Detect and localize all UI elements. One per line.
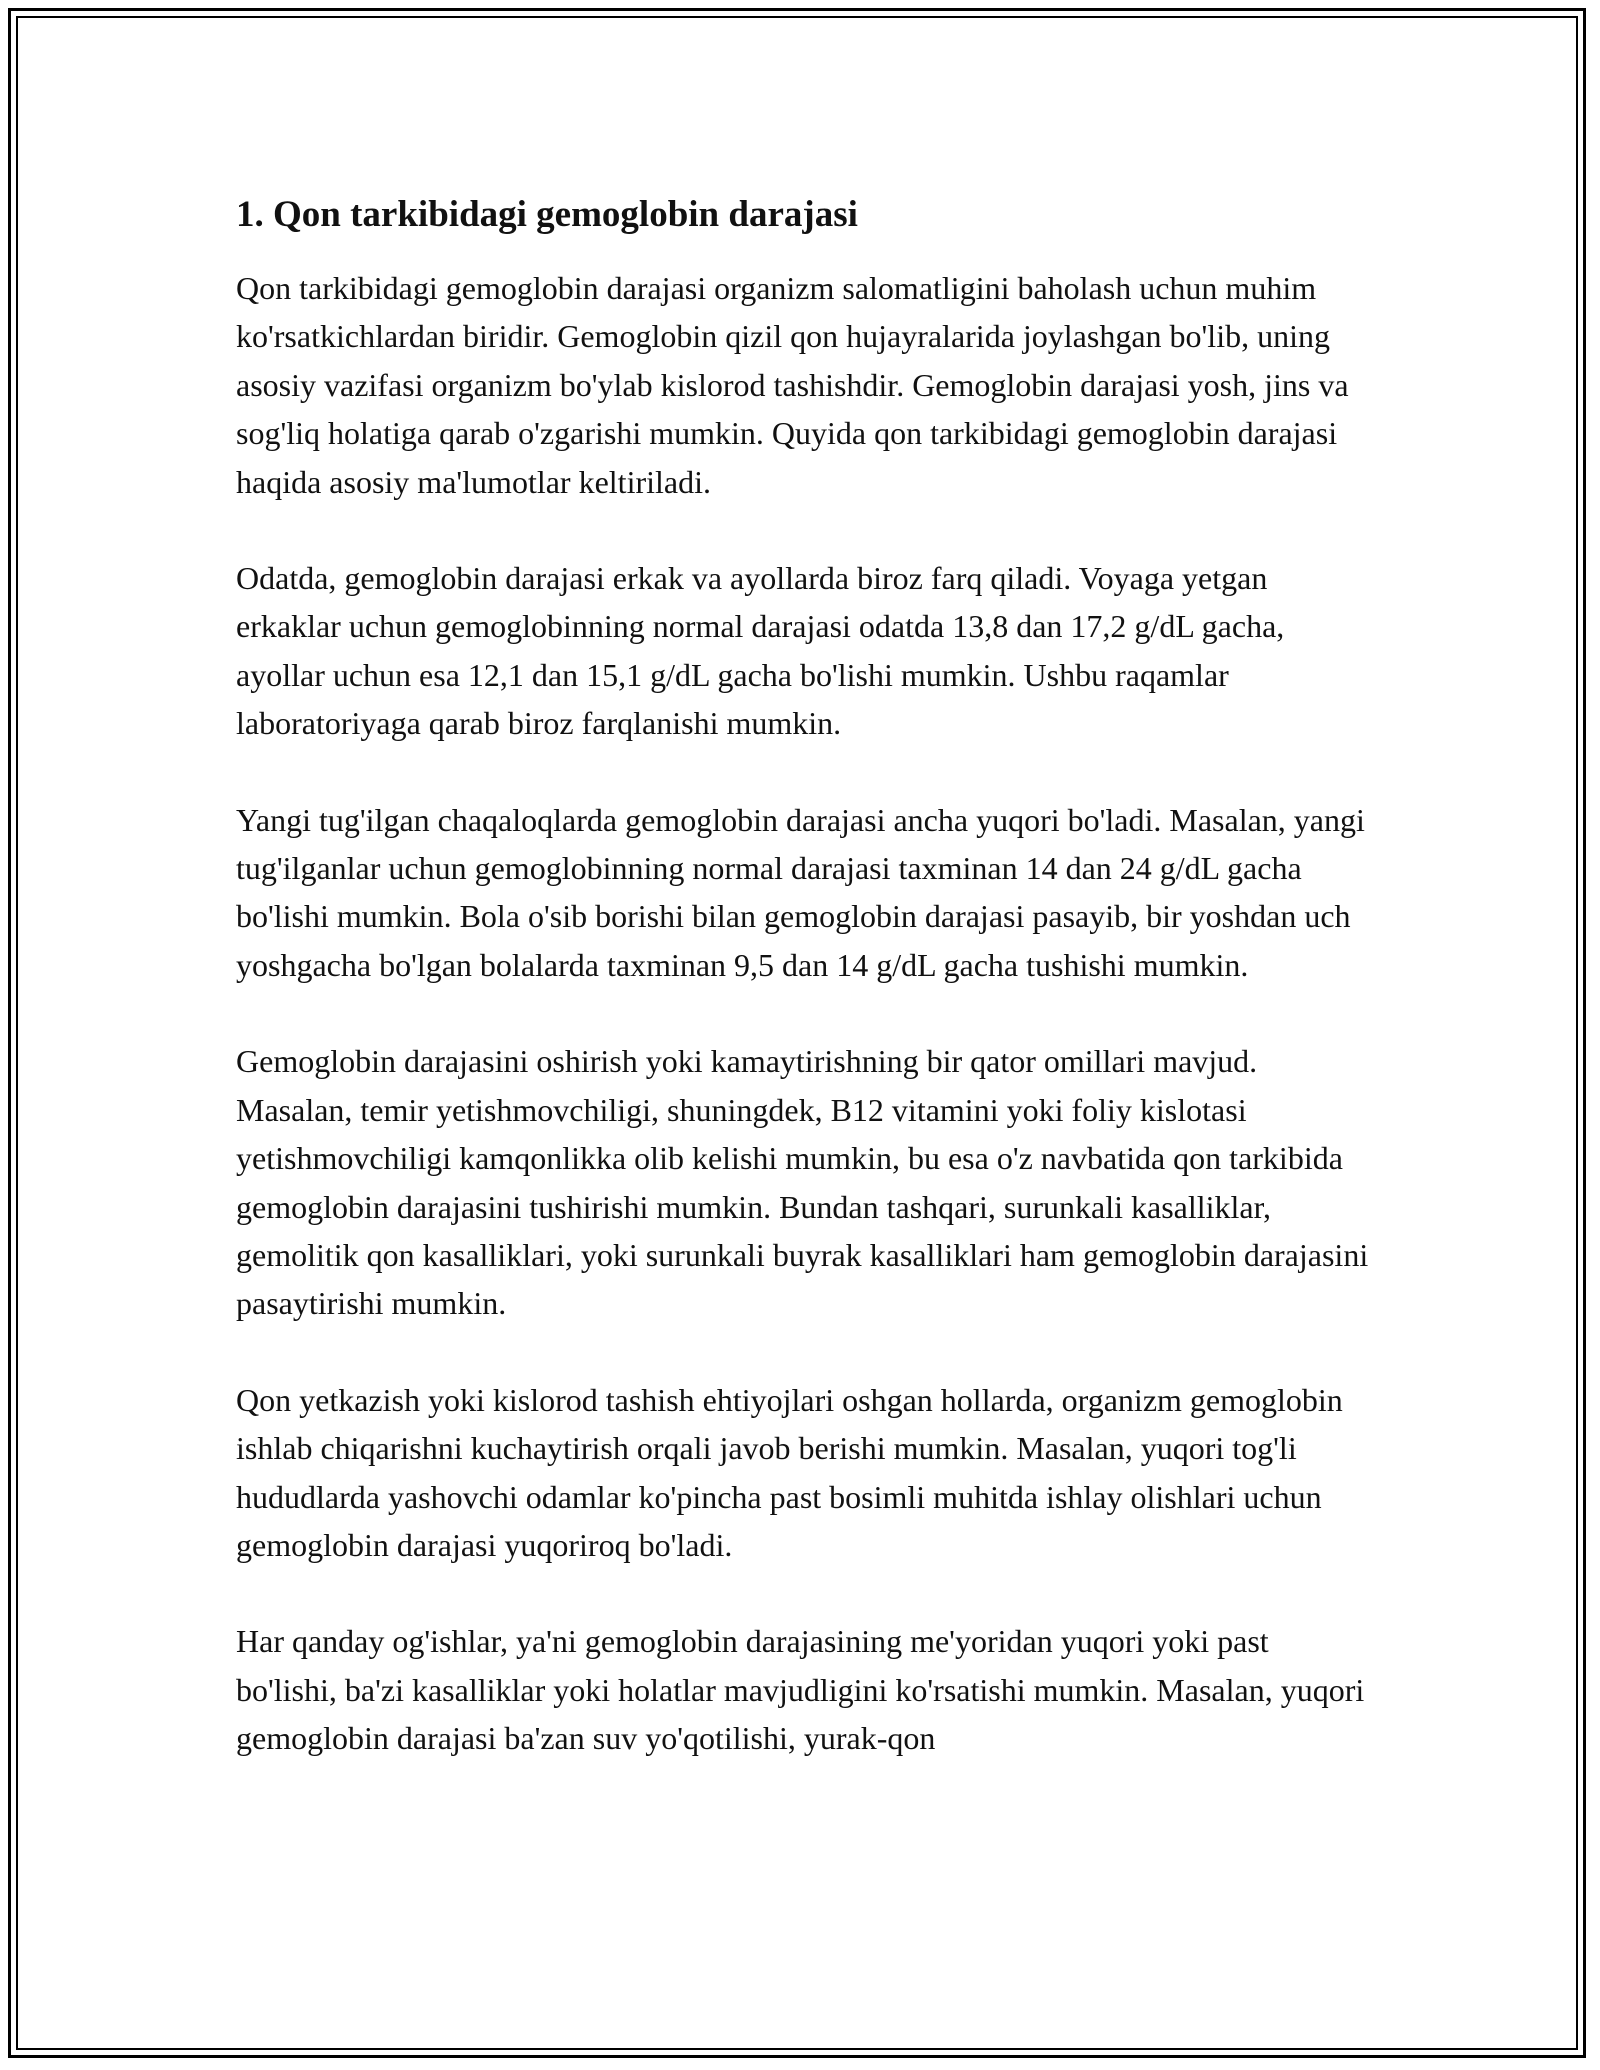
paragraph-factors: Gemoglobin darajasini oshirish yoki kamaytirishning bir qator omillari mavjud. Masalan, temir yetishmovchiligi, shuningdek, B12 vitamini yoki foliy kislotasi yetishmovchiligi kamqonlikka olib kelishi mumkin, bu esa o'z navbatida qon tarkibida gemoglobin darajasini tushirishi mumkin. Bundan tashqari, surunkali kasalliklar, gemolitik qon kasalliklari, yoki surunkali buyrak kasalliklari ham gemoglobin darajasini pasaytirishi mumkin. [236,1043,1369,1322]
paragraph-adult-levels: Odatda, gemoglobin darajasi erkak va ayollarda biroz farq qiladi. Voyaga yetgan erkaklar uchun gemoglobinning normal darajasi odatda 13,8 dan 17,2 g/dL gacha, ayollar uchun esa 12,1 dan 15,1 g/dL gacha bo'lishi mumkin. Ushbu raqamlar laboratoriyaga qarab biroz farqlanishi mumkin. [236,560,1285,742]
paragraph-intro: Qon tarkibidagi gemoglobin darajasi organizm salomatligini baholash uchun muhim ko'rsatkichlardan biridir. Gemoglobin qizil qon hujayralarida joylashgan bo'lib, uning asosiy vazifasi organizm bo'ylab kislorod tashishdir. Gemoglobin darajasi yosh, jins va sog'liq holatiga qarab o'zgarishi mumkin. Quyida qon tarkibidagi gemoglobin darajasi haqida asosiy ma'lumotlar keltiriladi. [236,270,1349,500]
document-body [236,190,1376,1811]
paragraph-newborn-levels: Yangi tug'ilgan chaqaloqlarda gemoglobin darajasi ancha yuqori bo'ladi. Masalan, yangi tug'ilganlar uchun gemoglobinning normal darajasi taxminan 14 dan 24 g/dL gacha bo'lishi mumkin. Bola o'sib borishi bilan gemoglobin darajasi pasayib, bir yoshdan uch yoshgacha bo'lgan bolalarda taxminan 9,5 dan 14 g/dL gacha tushishi mumkin. [236,801,1365,983]
paragraph-deviations: Har qanday og'ishlar, ya'ni gemoglobin darajasining me'yoridan yuqori yoki past bo'lishi, ba'zi kasalliklar yoki holatlar mavjudligini ko'rsatishi mumkin. Masalan, yuqori gemoglobin darajasi ba'zan suv yo'qotilishi, yurak-qon [236,1623,1365,1757]
section-heading: 1. Qon tarkibidagi gemoglobin darajasi [236,194,858,235]
paragraph-oxygen-demand: Qon yetkazish yoki kislorod tashish ehtiyojlari oshgan hollarda, organizm gemoglobin ishlab chiqarishni kuchaytirish orqali javob berishi mumkin. Masalan, yuqori tog'li hududlarda yashovchi odamlar ko'pincha past bosimli muhitda ishlay olishlari uchun gemoglobin darajasi yuqoriroq bo'ladi. [236,1381,1343,1563]
